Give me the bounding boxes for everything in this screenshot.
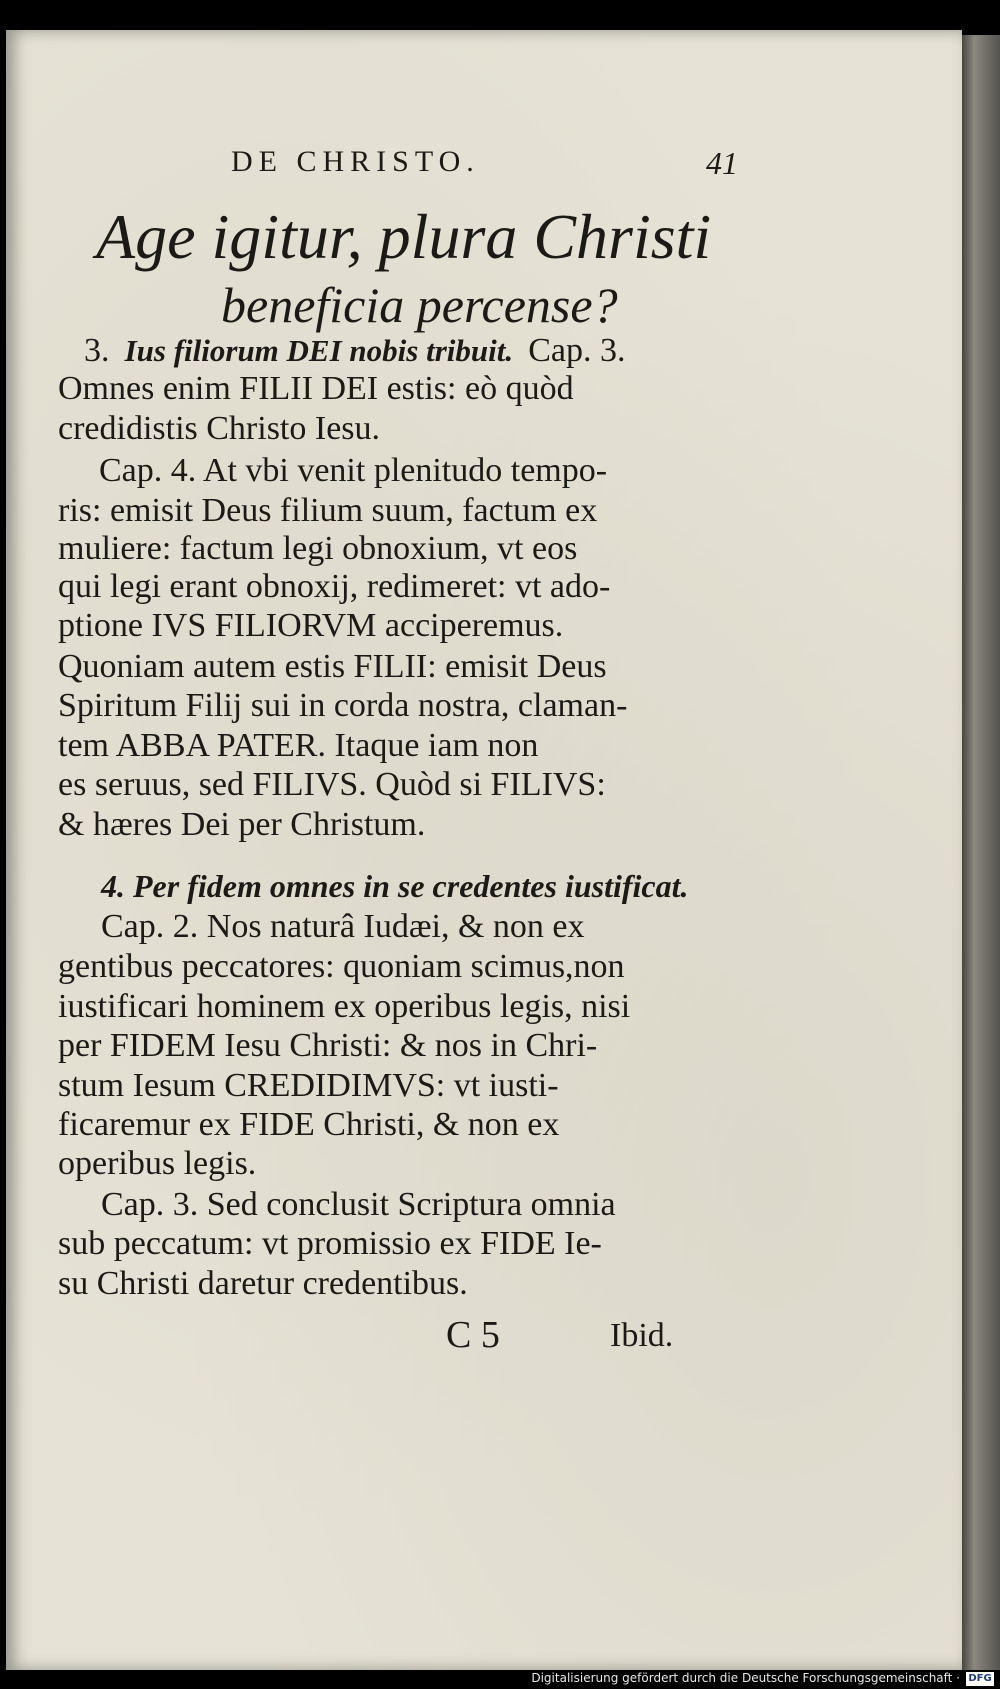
text-line: Cap. 2. Nos naturâ Iudæi, & non ex (101, 908, 585, 945)
text-line: ris: emisit Deus filium suum, factum ex (58, 492, 598, 529)
text-line: per FIDEM Iesu Christi: & nos in Chri- (58, 1027, 598, 1064)
section4-heading: 4. Per fidem omnes in se credentes iustificat. (101, 868, 689, 904)
text-line: su Christi daretur credentibus. (58, 1265, 468, 1302)
text-line: qui legi erant obnoxij, redimeret: vt ado- (58, 568, 611, 605)
question-heading-line-1: Age igitur, plura Christi (96, 201, 712, 272)
running-head: DE CHRISTO. (231, 145, 480, 178)
digitization-credit: Digitalisierung gefördert durch die Deutsche Forschungsgemeinschaft · (531, 1671, 960, 1685)
text-line: tem ABBA PATER. Itaque iam non (58, 727, 539, 764)
text-line: sub peccatum: vt promissio ex FIDE Ie- (58, 1225, 602, 1262)
catchword: Ibid. (610, 1317, 674, 1354)
section3-heading-row (84, 332, 625, 370)
text-line: Cap. 3. Sed conclusit Scriptura omnia (101, 1186, 616, 1223)
question-heading-line-2: beneficia percense? (221, 277, 618, 333)
text-line: ficaremur ex FIDE Christi, & non ex (58, 1106, 560, 1143)
page-edge (960, 35, 1000, 1675)
signature-mark: C 5 (446, 1314, 500, 1356)
section3-heading: Ius filiorum DEI nobis tribuit. (124, 333, 514, 368)
text-line: Spiritum Filij sui in corda nostra, claman- (58, 687, 628, 724)
text-line: Cap. 4. At vbi venit plenitudo tempo- (99, 452, 608, 489)
page-number: 41 (706, 145, 738, 181)
text-line: muliere: factum legi obnoxium, vt eos (58, 530, 578, 567)
text-line: iustificari hominem ex operibus legis, nisi (58, 988, 631, 1025)
text-line: stum Iesum CREDIDIMVS: vt iusti- (58, 1067, 559, 1104)
text-line: ptione IVS FILIORVM acciperemus. (58, 607, 564, 644)
dfg-logo: DFG (966, 1672, 994, 1686)
text-line: gentibus peccatores: quoniam scimus,non (58, 948, 625, 985)
text-line: Quoniam autem estis FILII: emisit Deus (58, 648, 607, 685)
section3-reference: Cap. 3. (528, 332, 626, 369)
text-line: operibus legis. (58, 1145, 257, 1182)
text-line: Omnes enim FILII DEI estis: eò quòd (58, 370, 574, 407)
text-line: credidistis Christo Iesu. (58, 410, 381, 447)
section3-number: 3. (84, 332, 110, 369)
text-line: es seruus, sed FILIVS. Quòd si FILIVS: (58, 766, 606, 803)
text-line: & hæres Dei per Christum. (58, 806, 426, 843)
book-page (6, 30, 962, 1670)
